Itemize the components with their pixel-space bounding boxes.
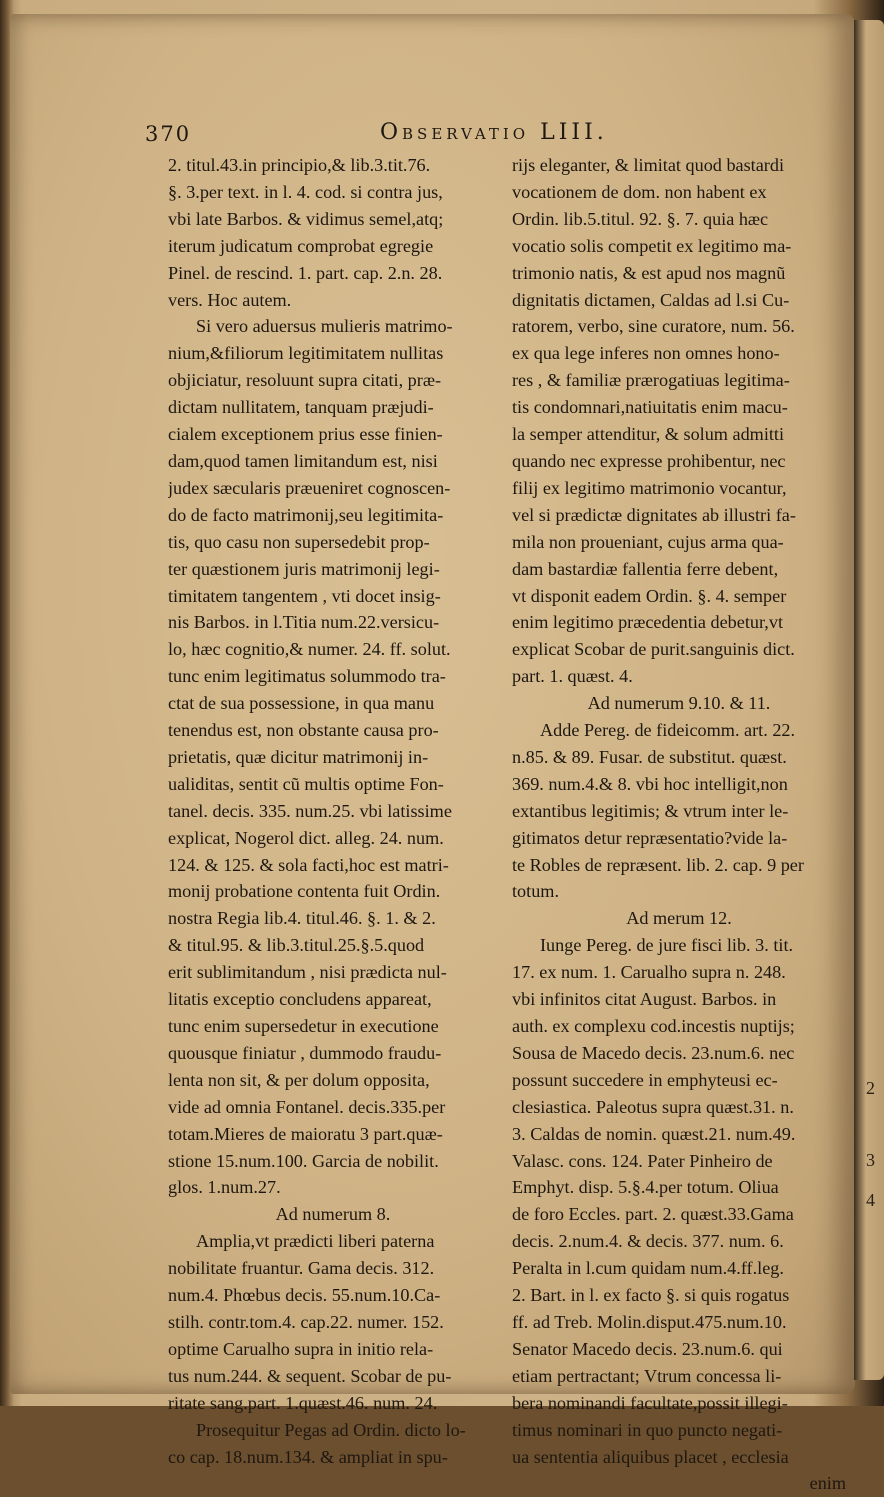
text-line: quousque finiatur , dummodo fraudu- bbox=[168, 1042, 442, 1063]
text-line: Prosequitur Pegas ad Ordin. dicto lo- bbox=[196, 1419, 466, 1440]
text-line: stione 15.num.100. Garcia de nobilit. bbox=[168, 1150, 439, 1171]
text-line: ua sententia aliquibus placet , ecclesia bbox=[512, 1446, 789, 1467]
text-line: te Robles de repræsent. lib. 2. cap. 9 per bbox=[512, 854, 804, 875]
text-line: timus nominari in quo puncto negati- bbox=[512, 1419, 783, 1440]
text-line: Adde Pereg. de fideicomm. art. 22. bbox=[540, 720, 796, 741]
text-line: tunc enim supersedetur in executione bbox=[168, 1016, 439, 1036]
text-line: Senator Macedo decis. 23.num.6. qui bbox=[512, 1338, 783, 1359]
text-line: totam.Mieres de maioratu 3 part.quæ- bbox=[168, 1123, 443, 1144]
text-line: tanel. decis. 335. num.25. vbi latissime bbox=[168, 800, 452, 821]
text-line: judex sæcularis præueniret cognoscen- bbox=[168, 477, 451, 498]
text-line: glos. 1.num.27. bbox=[168, 1177, 281, 1198]
text-line: objiciatur, resoluunt supra citati, præ- bbox=[168, 370, 442, 391]
text-line: co cap. 18.num.134. & ampliat in spu- bbox=[168, 1446, 448, 1467]
text-line: trimonio natis, & est apud nos magnũ bbox=[512, 262, 786, 283]
text-line: ter quæstionem juris matrimonij legi- bbox=[168, 558, 440, 579]
text-line: 2. titul.43.in principio,& lib.3.tit.76. bbox=[168, 155, 431, 175]
section-heading: Ad numerum 9.10. & 11. bbox=[587, 693, 771, 714]
text-line: Iunge Pereg. de jure fisci lib. 3. tit. bbox=[540, 935, 794, 956]
text-line: 3. Caldas de nomin. quæst.21. num.49. bbox=[512, 1123, 796, 1144]
text-line: Amplia,vt prædicti liberi paterna bbox=[196, 1231, 435, 1252]
text-line: erit sublimitandum , nisi prædicta nul- bbox=[168, 962, 447, 983]
text-line: & titul.95. & lib.3.titul.25.§.5.quod bbox=[168, 935, 425, 956]
text-line: prietatis, quæ dicitur matrimonij in- bbox=[168, 746, 429, 767]
text-line: ex qua lege inferes non omnes hono- bbox=[512, 343, 780, 364]
text-line: nis Barbos. in l.Titia num.22.versicu- bbox=[168, 612, 440, 633]
text-line: lo, hæc cognitio,& numer. 24. ff. solut. bbox=[168, 639, 451, 660]
text-line: enim legitimo præcedentia debetur,vt bbox=[512, 612, 783, 633]
text-line: Peralta in l.cum quidam num.4.ff.leg. bbox=[512, 1258, 784, 1279]
text-line: §. 3.per text. in l. 4. cod. si contra jus, bbox=[168, 181, 443, 202]
text-line: clesiastica. Paleotus supra quæst.31. n. bbox=[512, 1096, 794, 1117]
text-line: Sousa de Macedo decis. 23.num.6. nec bbox=[512, 1042, 795, 1063]
text-line: timitatem tangentem , vti docet insig- bbox=[168, 585, 441, 606]
text-line: num.4. Phœbus decis. 55.num.10.Ca- bbox=[168, 1285, 441, 1306]
text-line: nium,&filiorum legitimitatem nullitas bbox=[168, 343, 444, 364]
text-line: ff. ad Treb. Molin.disput.475.num.10. bbox=[512, 1311, 787, 1332]
facing-page-edge bbox=[854, 20, 884, 1380]
text-line: totum. bbox=[512, 881, 559, 902]
text-line: etiam pertractant; Vtrum concessa li- bbox=[512, 1365, 782, 1386]
text-line: decis. 2.num.4. & decis. 377. num. 6. bbox=[512, 1231, 784, 1252]
text-line: vbi late Barbos. & vidimus semel,atq; bbox=[168, 208, 444, 229]
text-line: tis condomnari,natiuitatis enim macu- bbox=[512, 397, 788, 418]
section-heading: Ad numerum 8. bbox=[275, 1204, 391, 1225]
text-line: vocationem de dom. non habent ex bbox=[512, 181, 767, 202]
text-line: explicat Scobar de purit.sanguinis dict. bbox=[512, 639, 795, 660]
margin-mark: 4 bbox=[866, 1190, 875, 1210]
text-line: de foro Eccles. part. 2. quæst.33.Gama bbox=[512, 1204, 794, 1225]
text-line: ritate sang.part. 1.quæst.46. num. 24. bbox=[168, 1392, 438, 1413]
running-title: Observatio LIII. bbox=[380, 120, 608, 145]
text-line: tus num.244. & sequent. Scobar de pu- bbox=[168, 1365, 452, 1386]
left-text-column bbox=[168, 152, 498, 1470]
text-line: possunt succedere in emphyteusi ec- bbox=[512, 1069, 778, 1090]
text-line: vbi infinitos citat August. Barbos. in bbox=[512, 989, 777, 1010]
margin-mark: 2 bbox=[866, 1078, 875, 1098]
margin-mark: 3 bbox=[866, 1150, 875, 1170]
text-line: auth. ex complexu cod.incestis nuptijs; bbox=[512, 1016, 795, 1036]
text-line: n.85. & 89. Fusar. de substitut. quæst. bbox=[512, 746, 787, 767]
text-line: dignitatis dictamen, Caldas ad l.si Cu- bbox=[512, 289, 790, 310]
text-line: vocatio solis competit ex legitimo ma- bbox=[512, 235, 792, 256]
text-line: res , & familiæ prærogatiuas legitima- bbox=[512, 370, 790, 391]
text-line: vel si prædictæ dignitates ab illustri fa- bbox=[512, 504, 796, 525]
text-line: tis, quo casu non supersedebit prop- bbox=[168, 531, 430, 552]
text-line: quando nec expresse prohibentur, nec bbox=[512, 450, 786, 471]
right-text-column bbox=[512, 152, 846, 1497]
text-line: 369. num.4.& 8. vbi hoc intelligit,non bbox=[512, 773, 788, 794]
text-line: iterum judicatum comprobat egregie bbox=[168, 235, 434, 256]
catchword: enim bbox=[809, 1473, 846, 1494]
text-line: vt disponit eadem Ordin. §. 4. semper bbox=[512, 585, 787, 606]
text-line: explicat, Nogerol dict. alleg. 24. num. bbox=[168, 827, 444, 848]
text-line: vers. Hoc autem. bbox=[168, 289, 292, 310]
text-line: mila non proueniant, cujus arma qua- bbox=[512, 531, 784, 552]
text-line: Ordin. lib.5.titul. 92. §. 7. quia hæc bbox=[512, 208, 769, 229]
text-line: do de facto matrimonij,seu legitimita- bbox=[168, 504, 444, 525]
text-line: bera nominandi facultate,possit illegi- bbox=[512, 1392, 788, 1413]
text-line: 124. & 125. & sola facti,hoc est matri- bbox=[168, 854, 449, 875]
text-line: cialem exceptionem prius esse finien- bbox=[168, 424, 443, 445]
page-number: 370 bbox=[145, 122, 192, 146]
text-line: litatis exceptio concludens appareat, bbox=[168, 989, 432, 1010]
text-line: stilh. contr.tom.4. cap.22. numer. 152. bbox=[168, 1311, 444, 1332]
section-heading: Ad merum 12. bbox=[626, 908, 732, 929]
text-line: ualiditas, sentit cũ multis optime Fon- bbox=[168, 773, 444, 794]
text-line: extantibus legitimis; & vtrum inter le- bbox=[512, 800, 789, 821]
text-line: tunc enim legitimatus solummodo tra- bbox=[168, 666, 446, 687]
text-line: gitimatos detur repræsentatio?vide la- bbox=[512, 827, 788, 848]
text-line: part. 1. quæst. 4. bbox=[512, 666, 633, 687]
text-line: lenta non sit, & per dolum opposita, bbox=[168, 1069, 430, 1090]
text-line: Pinel. de rescind. 1. part. cap. 2.n. 28. bbox=[168, 262, 443, 283]
text-line: ctat de sua possessione, in qua manu bbox=[168, 693, 435, 714]
text-line: nostra Regia lib.4. titul.46. §. 1. & 2. bbox=[168, 908, 436, 929]
text-line: 2. Bart. in l. ex facto §. si quis rogatus bbox=[512, 1285, 790, 1306]
text-line: rijs eleganter, & limitat quod bastardi bbox=[512, 155, 785, 175]
text-line: Emphyt. disp. 5.§.4.per totum. Oliua bbox=[512, 1177, 779, 1198]
text-line: ratorem, verbo, sine curatore, num. 56. bbox=[512, 316, 795, 337]
text-line: Valasc. cons. 124. Pater Pinheiro de bbox=[512, 1150, 773, 1171]
text-line: dam,quod tamen limitandum est, nisi bbox=[168, 450, 438, 471]
text-line: optime Carualho supra in initio rela- bbox=[168, 1338, 434, 1359]
text-line: nobilitate fruantur. Gama decis. 312. bbox=[168, 1258, 435, 1279]
text-line: la semper attenditur, & solum admitti bbox=[512, 424, 785, 445]
text-line: tenendus est, non obstante causa pro- bbox=[168, 720, 439, 741]
text-line: dictam nullitatem, tanquam præjudi- bbox=[168, 397, 434, 418]
text-line: 17. ex num. 1. Carualho supra n. 248. bbox=[512, 962, 786, 983]
text-line: monij probatione contenta fuit Ordin. bbox=[168, 881, 441, 902]
page-header bbox=[145, 118, 845, 152]
text-line: vide ad omnia Fontanel. decis.335.per bbox=[168, 1096, 446, 1117]
text-line: filij ex legitimo matrimonio vocantur, bbox=[512, 477, 787, 498]
text-line: dam bastardiæ fallentia ferre debent, bbox=[512, 558, 779, 579]
text-line: Si vero aduersus mulieris matrimo- bbox=[196, 316, 453, 337]
